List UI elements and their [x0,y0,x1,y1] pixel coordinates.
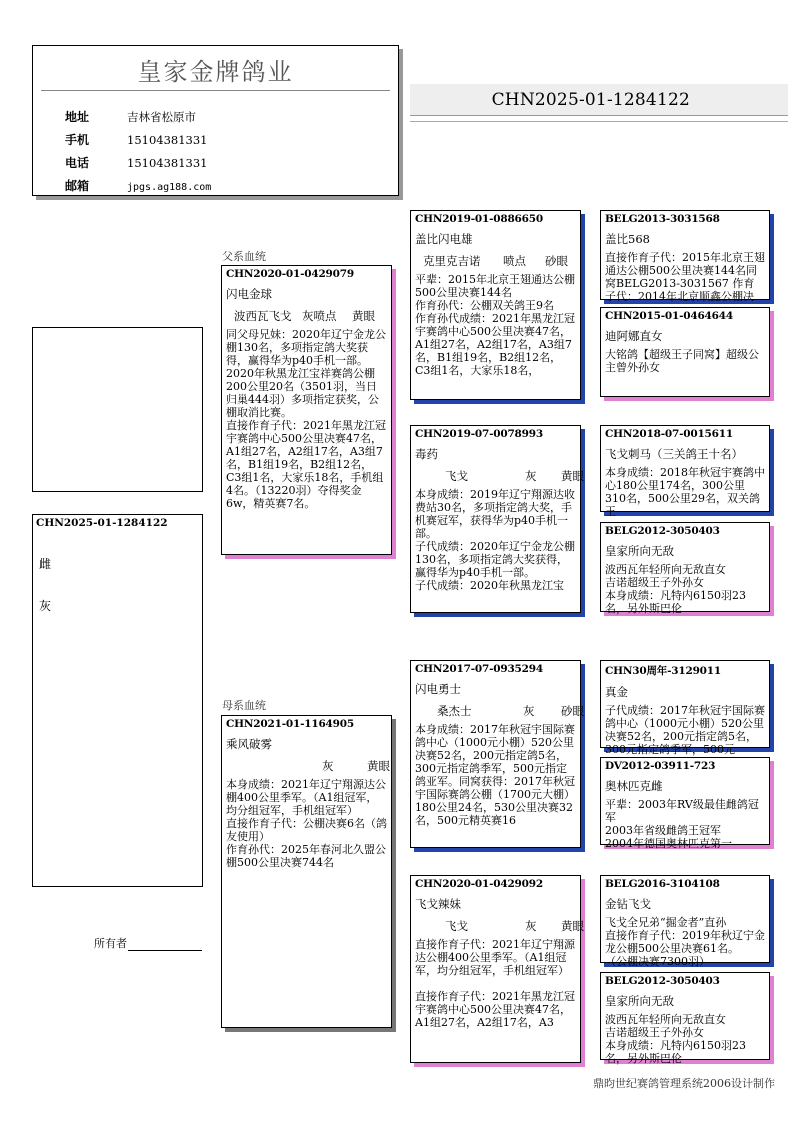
note: 直接作育子代：2015年北京王翅通达公棚500公里决赛144名同窝BELG2013-3031567 作育子代：2014年北京顺鑫公棚决 [605,251,765,303]
email-row [65,177,211,194]
note [415,977,576,990]
dam-eye: 黄眼 [367,759,390,773]
sire-sire-notes [411,269,580,377]
phone-row [65,154,207,171]
dam-sire-color: 灰 [523,704,535,718]
sdd-ring: BELG2012-3050403 [605,525,720,537]
ring-banner [410,84,788,116]
sire-notes [222,324,391,510]
ssd-notes [601,344,769,374]
subject-ring: CHN2025-01-1284122 [36,517,168,529]
sire-line-label: 父系血统 [222,250,266,263]
sire-dam-attrs [411,462,584,484]
note: 本身成绩：2019年辽宁翔源达收费站30名，多项指定鸽大奖，手机赛冠军，获得华为p40手机一部。 [415,488,575,540]
dam-dam-card [410,875,584,1063]
sds-name: 飞戈刺马（三关鸽王十名） [605,447,743,461]
sire-note: 同父母兄妹：2020年辽宁金龙公棚130名，多项指定鸽大奖获得，赢得华为p40手机一部。 [226,328,386,367]
note: 作育孙代：公棚双关鸽王9名 [415,299,554,312]
owner-signature-line [94,935,202,951]
divider [410,121,788,122]
signature-underline [128,940,202,951]
dam-dam-ring: CHN2020-01-0429092 [415,878,543,890]
note: 波西瓦年轻所向无敌直女 [605,563,726,576]
note: 平辈：2015年北京王翅通达公棚500公里决赛144名 [415,273,575,299]
sdd-name: 皇家所向无敌 [605,544,674,558]
dam-card [221,715,392,1028]
address-row [65,108,196,125]
sire-sire-attrs [411,247,580,269]
dam-sire-notes [411,719,580,827]
sire-eye: 黄眼 [352,309,375,323]
sire-dam-card [410,425,584,613]
sire-note: 2020年秋黑龙江宝祥赛鸽公棚200公里20名（3501羽，当日归巢444羽）多项指定获奖，公棚取消比赛。 [226,367,379,419]
sss-card [600,210,770,303]
dam-dam-name: 飞戈辣妹 [415,897,461,911]
sire-dam-ring: CHN2019-07-0078993 [415,428,543,440]
dam-sire-card [410,660,584,848]
dsd-notes [601,794,769,850]
dsd-ring: DV2012-03911-723 [605,760,716,772]
sire-sire-eye: 砂眼 [545,254,568,268]
dds-ring: BELG2016-3104108 [605,878,720,890]
loft-name: 皇家金牌鸽业 [137,58,294,86]
sds-notes [601,462,769,518]
dsd-card [600,757,770,850]
note: 直接作育子代：2021年辽宁翔源达公棚400公里季军。（A1组冠军，均分组冠军，手机组冠军） [415,938,575,977]
sds-ring: CHN2018-07-0015611 [605,428,733,440]
note: 2003年省级雌鸽王冠军 [605,824,721,837]
ddd-ring: BELG2012-3050403 [605,975,720,987]
dam-dam-notes [411,934,580,1029]
dam-dam-color: 灰 [525,919,537,933]
sss-name: 盖比568 [605,232,650,246]
note: 大铭鸽【超级王子同窝】超级公主曾外孙女 [605,348,759,374]
subject-sex: 雌 [39,557,52,571]
sire-attrs [222,302,391,324]
dds-card [600,875,770,968]
dam-notes [222,774,391,869]
mobile-value: 15104381331 [127,133,208,147]
email-label: 邮箱 [65,179,90,193]
dam-note: 本身成绩：2021年辽宁翔源达公棚400公里季军。（A1组冠军，均分组冠军，手机组冠军） [226,778,386,817]
note: 飞戈全兄弟“掘金者”直孙 [605,916,727,929]
sire-sire-name: 盖比闪电雄 [415,232,473,246]
sdd-card [600,522,770,615]
sire-sire-strain: 克里克吉诺 [423,254,481,268]
note: 作育孙代成绩：2021年黑龙江冠宇赛鸽中心500公里决赛47名，A1组27名，A2组17名，A3组7名，B1组19名，B2组12名，C3组1名，大家乐18名， [415,312,575,377]
ssd-name: 迪阿娜直女 [605,329,663,343]
note: 2004年德国奥林匹克第一 [605,837,732,850]
dam-color: 灰 [322,759,334,773]
note: 子代成绩：2020年辽宁金龙公棚130名，多项指定鸽大奖获得，赢得华为p40手机一部。 [415,540,575,579]
email-value: jpgs.ag188.com [127,182,212,193]
sss-notes [601,247,769,303]
dss-card [600,660,770,756]
owner-info-box [32,45,399,196]
sire-name: 闪电金球 [226,287,272,301]
dam-name: 乘风破雾 [226,737,272,751]
dsd-name: 奥林匹克雌 [605,779,663,793]
mobile-label: 手机 [65,133,90,147]
subject-color: 灰 [39,599,52,613]
note: 子代成绩：2020年秋黑龙江宝 [415,579,564,592]
divider [41,90,390,91]
dam-sire-name: 闪电勇士 [415,682,461,696]
address-label: 地址 [65,110,90,124]
sss-ring: BELG2013-3031568 [605,213,720,225]
note: 直接作育子代：2021年黑龙江冠宇赛鸽中心500公里决赛47名，A1组27名，A2组17名，A3 [415,990,575,1029]
sire-strain: 波西瓦飞戈 [234,309,292,323]
dam-sire-eye: 砂眼 [561,704,584,718]
sire-dam-notes [411,484,580,592]
sire-note: 直接作育子代：2021年黑龙江冠宇赛鸽中心500公里决赛47名，A1组27名，A2组17名，A3组7名，B1组19名，B2组12名，C3组1名，大家乐18名，手机组4名。（13220羽）夺得奖金6w，精英赛7名。 [226,419,386,510]
dss-ring: CHN30周年-3129011 [605,665,721,677]
owner-label: 所有者 [94,937,127,950]
sds-card [600,425,770,518]
dam-sire-ring: CHN2017-07-0935294 [415,663,543,675]
sire-dam-eye: 黄眼 [561,469,584,483]
note: 直接作育子代：2019年秋辽宁金龙公棚500公里决赛61名。 [605,929,765,955]
sire-color: 灰喷点 [302,309,337,323]
dam-dam-strain: 飞戈 [445,919,468,933]
note: 本身成绩：2018年秋冠宇赛鸽中心180公里174名，300公里310名，500公里29名，双关鸽王 [605,466,765,518]
sire-sire-color: 喷点 [503,254,526,268]
note: 本身成绩：凡特内6150羽23名，另外斯巴伦 [605,589,746,615]
sire-card [221,265,392,555]
dam-dam-attrs [411,912,584,934]
sdd-notes [601,559,769,615]
note: 吉诺超级王子外孙女 [605,576,704,589]
dam-line-label: 母系血统 [222,699,266,712]
note: 本身成绩：2017年秋冠宇国际赛鸽中心（1000元小棚）520公里决赛52名，200元指定鸽5名，300元指定鸽季军，500元指定鸽亚军。同窝获得：2017年秋冠宇国际赛鸽公棚（1700元大棚）180公里24名，530公里决赛32名，500元精英赛16 [415,723,575,827]
note: 平辈：2003年RV级最佳雌鸽冠军 [605,798,759,824]
note: （公棚决赛7300羽） [605,955,710,968]
dam-sire-strain: 桑杰士 [437,704,472,718]
note: 波西瓦年轻所向无敌直女 [605,1013,726,1026]
dam-dam-eye: 黄眼 [561,919,584,933]
dds-name: 金钻飞戈 [605,897,651,911]
footer-credit: 鼎昀世纪赛鸽管理系统2006设计制作 [593,1077,775,1090]
phone-label: 电话 [65,156,90,170]
ddd-name: 皇家所向无敌 [605,994,674,1008]
sire-dam-color: 灰 [525,469,537,483]
address-value: 吉林省松原市 [127,110,196,124]
ddd-card [600,972,770,1065]
sire-dam-strain: 飞戈 [445,469,468,483]
sire-dam-name: 毒药 [415,447,438,461]
phone-value: 15104381331 [127,156,208,170]
sire-sire-card [410,210,581,400]
photo-frame [32,327,203,492]
sire-ring: CHN2020-01-0429079 [226,268,354,280]
dam-note: 作育孙代：2025年春河北久盟公棚500公里决赛744名 [226,843,386,869]
dds-notes [601,912,769,968]
dss-notes [601,700,769,756]
ddd-notes [601,1009,769,1065]
ssd-card [600,307,770,397]
subject-card [32,514,203,887]
ssd-ring: CHN2015-01-0464644 [605,310,733,322]
note: 本身成绩：凡特内6150羽23名，另外斯巴伦 [605,1039,746,1065]
sire-sire-ring: CHN2019-01-0886650 [415,213,543,225]
dam-sire-attrs [411,697,584,719]
mobile-row [65,131,207,148]
dss-name: 真金 [605,685,628,699]
note: 吉诺超级王子外孙女 [605,1026,704,1039]
ring-banner-number: CHN2025-01-1284122 [491,90,690,110]
dam-ring: CHN2021-01-1164905 [226,718,354,730]
note: 子代成绩：2017年秋冠宇国际赛鸽中心（1000元小棚）520公里决赛52名，200元指定鸽5名，300元指定鸽季军，500元 [605,704,765,756]
dam-note: 直接作育子代：公棚决赛6名（鸽友使用） [226,817,387,843]
dam-attrs [222,752,391,774]
